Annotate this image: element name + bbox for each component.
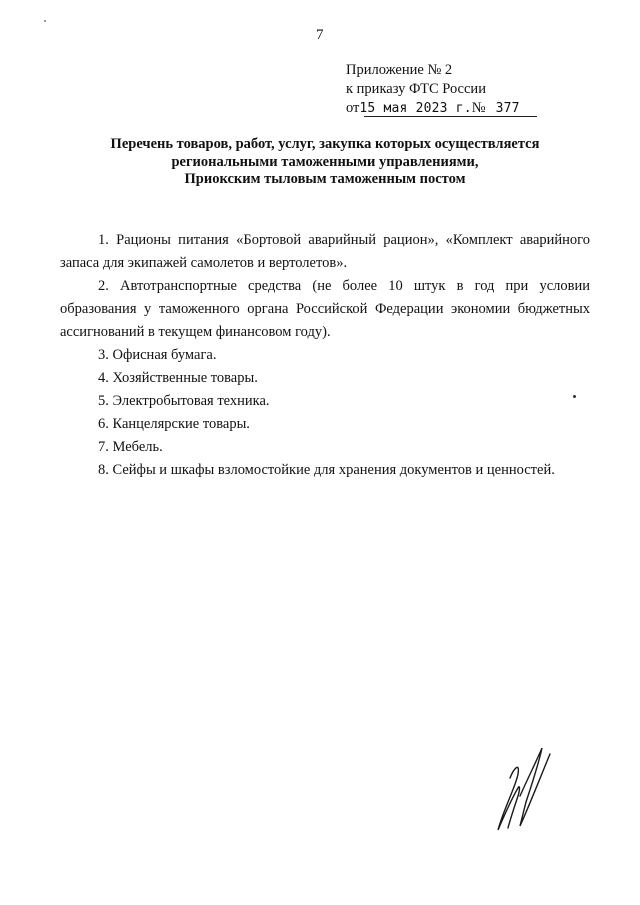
handwritten-signature-icon	[480, 738, 570, 838]
list-item-4: 4. Хозяйственные товары.	[98, 370, 258, 386]
list-item-1	[60, 229, 590, 275]
order-number-sign: №	[471, 100, 486, 116]
appendix-block	[346, 61, 520, 118]
stray-mark	[44, 20, 46, 22]
appendix-order-date-line	[346, 99, 520, 118]
order-underline	[364, 116, 537, 117]
appendix-title: Приложение № 2	[346, 62, 453, 78]
list-item-1-first-line: 1. Рационы питания «Бортовой аварийный рацион», «Комплект аварийного	[98, 232, 590, 248]
items-list	[60, 229, 590, 482]
list-item-3: 3. Офисная бумага.	[98, 347, 217, 363]
order-number: 377	[495, 101, 520, 116]
list-item-5: 5. Электробытовая техника.	[98, 393, 270, 409]
list-item-1-line-2: запаса для экипажей самолетов и вертолетов».	[60, 255, 348, 271]
document-title	[60, 136, 590, 189]
list-item-8: 8. Сейфы и шкафы взломостойкие для хранения документов и ценностей.	[98, 462, 555, 478]
stray-mark	[573, 395, 576, 398]
list-item-2-line-3: ассигнований в текущем финансовом году).	[60, 324, 331, 340]
list-item-2-first-line: 2. Автотранспортные средства (не более 10 штук в год при условии	[98, 278, 590, 294]
order-date: 15 мая 2023 г.	[359, 101, 472, 116]
list-item-2-line-2: образования у таможенного органа Российской Федерации экономии бюджетных	[60, 301, 590, 317]
list-item-7: 7. Мебель.	[98, 439, 163, 455]
order-from-label: от	[346, 100, 360, 116]
title-line-2: региональными таможенными управлениями,	[171, 153, 479, 170]
list-item-6: 6. Канцелярские товары.	[98, 416, 250, 432]
title-line-3: Приокским тыловым таможенным постом	[184, 171, 466, 187]
appendix-order-ref: к приказу ФТС России	[346, 81, 486, 97]
list-item-2	[60, 275, 590, 344]
title-line-1: Перечень товаров, работ, услуг, закупка которых осуществляется	[110, 136, 540, 152]
page-number: 7	[316, 27, 324, 43]
